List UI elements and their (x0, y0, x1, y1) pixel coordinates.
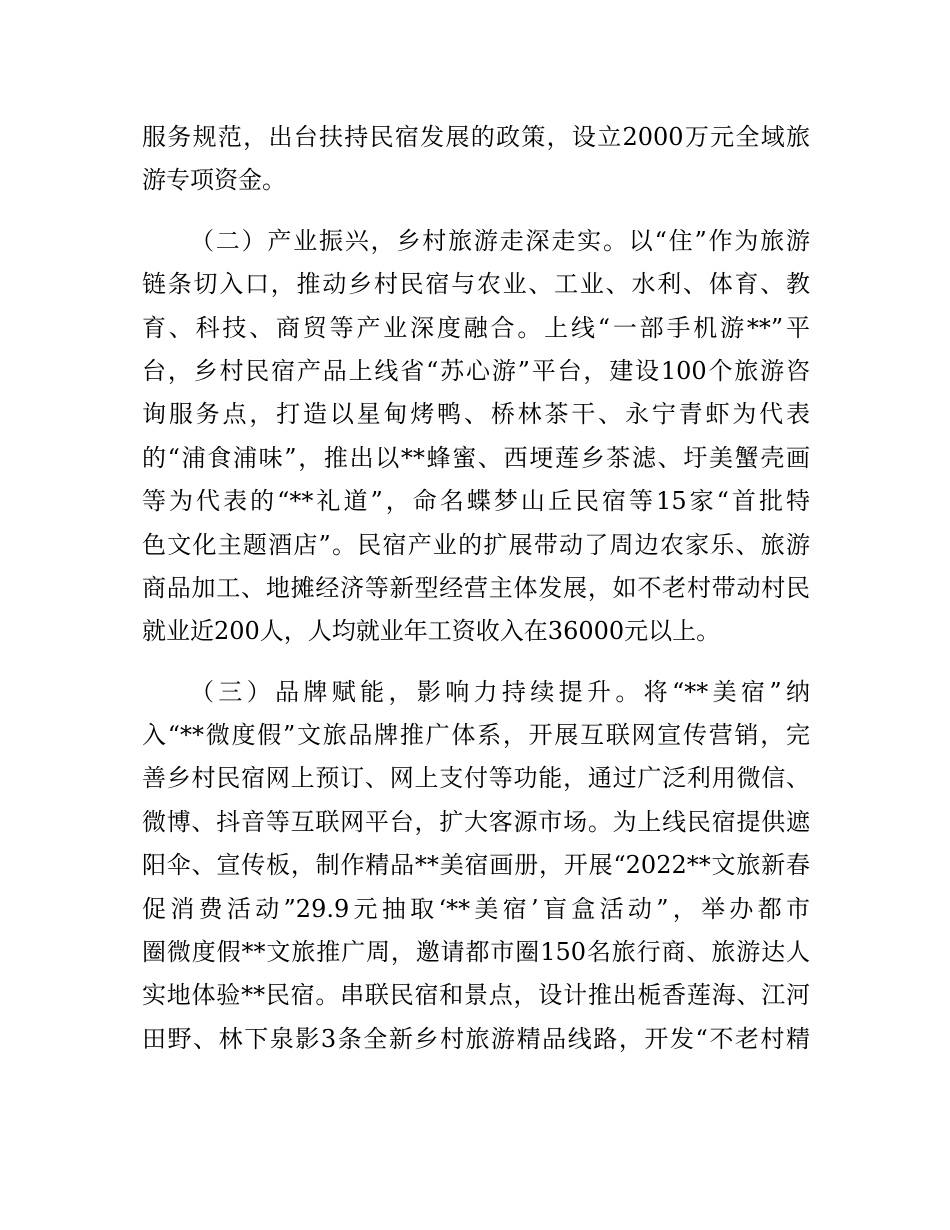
text-line: 善乡村民宿网上预订、网上支付等功能，通过广泛利用微信、 (142, 764, 810, 793)
text-line: 微博、抖音等互联网平台，扩大客源市场。为上线民宿提供遮 (142, 807, 810, 836)
text-line: 台，乡村民宿产品上线省“苏心游”平台，建设100个旅游咨 (142, 356, 810, 385)
text-line: 的“浦食浦味”，推出以**蜂蜜、西埂莲乡茶滤、圩美蟹壳画 (142, 443, 810, 472)
paragraph-spacer (142, 203, 810, 220)
text-line: 阳伞、宣传板，制作精品**美宿画册，开展“2022**文旅新春 (142, 851, 810, 880)
text-line: 入“**微度假”文旅品牌推广体系，开展互联网宣传营销，完 (142, 721, 810, 750)
paragraph-spacer (142, 654, 810, 671)
text-line: 商品加工、地摊经济等新型经营主体发展，如不老村带动村民 (142, 573, 810, 602)
text-line: 服务规范，出台扶持民宿发展的政策，设立2000万元全域旅 (142, 123, 810, 151)
text-line: 圈微度假**文旅推广周，邀请都市圈150名旅行商、旅游达人 (142, 938, 810, 967)
text-line: （三）品牌赋能，影响力持续提升。将“**美宿”纳 (190, 677, 810, 706)
text-line: 育、科技、商贸等产业深度融合。上线“一部手机游**”平 (142, 313, 810, 342)
text-line: 游专项资金。 (142, 166, 286, 195)
paragraph-3 (142, 671, 810, 1062)
paragraph-2 (142, 220, 810, 654)
text-line: 促消费活动”29.9元抽取‘**美宿’盲盒活动”，举办都市 (142, 894, 810, 923)
text-line: 询服务点，打造以星甸烤鸭、桥林茶干、永宁青虾为代表 (142, 400, 810, 429)
text-line: 就业近200人，人均就业年工资收入在36000元以上。 (142, 617, 721, 646)
paragraph-1 (142, 116, 810, 203)
text-line: 色文化主题酒店”。民宿产业的扩展带动了周边农家乐、旅游 (142, 530, 810, 559)
text-line: 田野、林下泉影3条全新乡村旅游精品线路，开发“不老村精 (142, 1024, 810, 1053)
text-line: （二）产业振兴，乡村旅游走深走实。以“住”作为旅游 (190, 226, 810, 255)
document-body (142, 116, 810, 1061)
text-line: 等为代表的“**礼道”，命名蝶梦山丘民宿等15家“首批特 (142, 487, 810, 516)
text-line: 实地体验**民宿。串联民宿和景点，设计推出栀香莲海、江河 (142, 981, 810, 1010)
text-line: 链条切入口，推动乡村民宿与农业、工业、水利、体育、教 (142, 270, 810, 299)
